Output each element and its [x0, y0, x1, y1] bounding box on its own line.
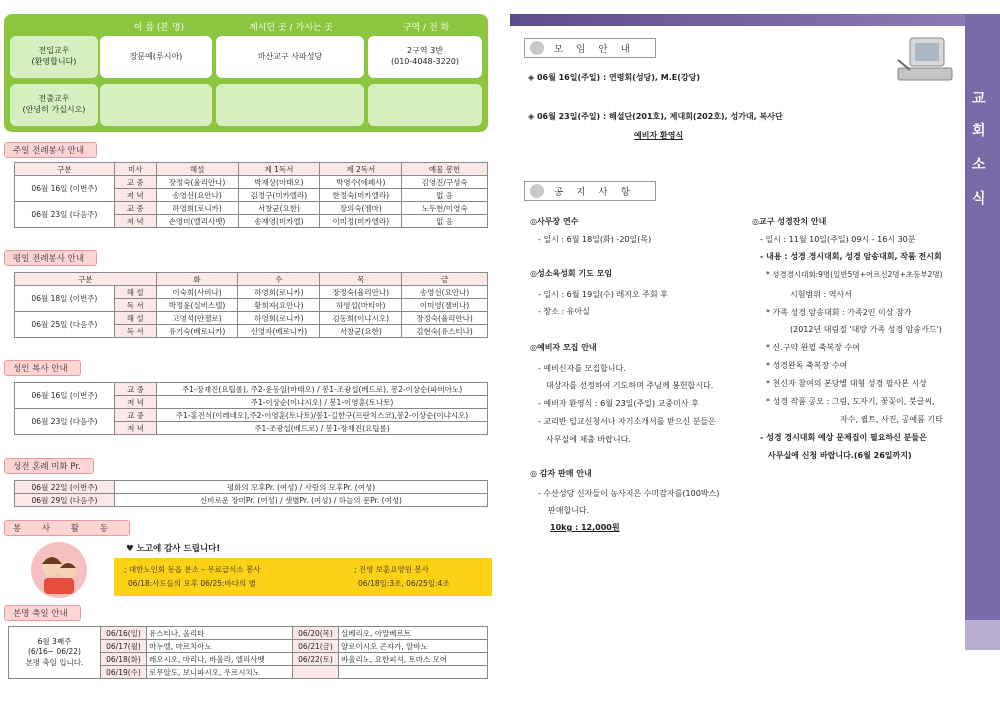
cell: 하영희(로니카) — [238, 286, 320, 299]
adult-altar-title: 성인 복사 안내 — [4, 360, 81, 376]
side-title-char: 식 — [972, 191, 986, 207]
notice-line: - 예비자 환영식 : 6월 23일(주일) 교중미사 후 — [538, 399, 699, 408]
side-strip-bottom — [965, 620, 1000, 650]
notice-line: - 예비신자를 모집합니다. — [538, 364, 626, 373]
table-row — [15, 286, 488, 299]
notice-line: - 일시 : 6월 18일(화) -20일(목) — [538, 235, 652, 244]
volunteer-title: 봉 사 활 동 — [4, 520, 130, 536]
feast-date: 06/21(금) — [293, 640, 339, 653]
transfer-out-label: 전출교우 (안녕히 가십시오) — [10, 84, 98, 126]
sunday-service-table — [14, 162, 488, 228]
mass-type: 저 녁 — [115, 422, 157, 435]
volunteer-thanks: ♥ 노고에 감사 드립니다! — [126, 544, 221, 554]
feast-names: 레오시오, 마리나, 바울라, 엘리사벳 — [147, 653, 293, 666]
notice-line: (2012년 대림절 '대랑 가족 성경 암송카드') — [790, 325, 942, 334]
feast-week-label: 6월 3째주 (6/16~ 06/22) 본명 축일 입니다. — [9, 627, 101, 679]
notice-line: 판매합니다. — [548, 506, 590, 515]
notice-heading-item: ◎예비자 모집 안내 — [530, 343, 597, 352]
cell: 장의숙(젬마) — [320, 202, 402, 215]
notice-line: - 일시 : 11월 10일(주일) 09시 - 16시 30분 — [760, 235, 916, 244]
cell: 이미정(미카엘라) — [320, 215, 402, 228]
mass-type: 저 녁 — [114, 189, 156, 202]
row-date: 06월 23일 (다음주) — [15, 409, 115, 435]
cell: 노두현/이영숙 — [402, 202, 488, 215]
notice-line: * 가족 성경 암송대회 : 가족2인 이상 참가 — [766, 308, 912, 317]
table-row — [9, 627, 488, 640]
table-row — [15, 312, 488, 325]
col-header: 금 — [402, 273, 488, 286]
cell: 하영희(로니카) — [156, 202, 238, 215]
notice-heading-item: ◎ 감자 판매 안내 — [530, 469, 592, 478]
mass-type: 교 중 — [115, 383, 157, 396]
feast-names: 마누엘, 마르치아노 — [147, 640, 293, 653]
row-date: 06월 25일 (다음주) — [15, 312, 115, 338]
cell: 주1-장재진(요팁롤), 주2-윤동일(마태오) / 봉1-조광섭(베드로), 봉2-이상순(파비아노) — [157, 383, 488, 396]
mass-type: 교 중 — [114, 176, 156, 189]
sunday-service-title: 주일 전례봉사 안내 — [4, 142, 97, 158]
header-name: 이 름 (본 명) — [133, 23, 185, 33]
volunteer-line: ; 대한노인회 동읍 분소 – 무료급식소 봉사 — [124, 565, 261, 574]
feast-date: 06/20(목) — [293, 627, 339, 640]
notice-heading — [524, 181, 656, 201]
cell: 유기숙(베로니카) — [156, 325, 238, 338]
feast-date: 06/22(토) — [293, 653, 339, 666]
notice-line: - 교리반 입교신청서나 자기소개서를 받으신 분들은 — [538, 417, 716, 426]
meeting-title: 모 임 안 내 — [554, 44, 635, 55]
transfer-in-label: 전입교우 (환영합니다) — [10, 36, 98, 78]
feast-table — [8, 626, 488, 679]
cell: 주1-홍진식(이레네오),주2-이영훈(토나토)/봉1-길한구(프란치스코),봉2-이상순(이냐시오) — [157, 409, 488, 422]
cell: 이미영(젤비나) — [402, 299, 488, 312]
feast-names: 바울리노, 요한피셔, 토마스 모어 — [339, 653, 488, 666]
col-header: 수 — [238, 273, 320, 286]
col-header: 구분 — [15, 163, 115, 176]
header-band — [510, 14, 965, 26]
left-page — [0, 0, 492, 705]
right-page — [510, 0, 1000, 705]
notice-line: * 성경 작품 공모 : 그림, 도자기, 꽃꽂이, 붓글씨, — [766, 397, 935, 406]
cell: 주1-조광섭(베드로) / 봉1-장재진(요팁롤) — [157, 422, 488, 435]
table-row — [15, 481, 488, 494]
col-header: 목 — [320, 273, 402, 286]
row-date: 06월 22일 (이번주) — [15, 481, 115, 494]
weekday-service-title: 평일 전례봉사 안내 — [4, 250, 97, 266]
notice-line: - 일시 : 6월 19일(수) 레지오 주회 후 — [538, 290, 668, 299]
meeting-item: ◈ 06월 16일(주일) : 연령회(성당), M.E(강당) — [528, 73, 700, 82]
feast-date: 06/16(일) — [101, 627, 147, 640]
side-title-char: 소 — [972, 157, 986, 173]
cell: 주1-이상순(이냐시오) / 봉1-이영훈(토나토) — [157, 396, 488, 409]
feast-date: 06/17(월) — [101, 640, 147, 653]
cell: 장정숙(율리안나) — [402, 312, 488, 325]
transfer-in-contact: 2구역 3반 (010-4048-3220) — [368, 36, 482, 78]
adult-altar-table — [14, 382, 488, 435]
notice-line: * 성경완독 축복장 수여 — [766, 361, 848, 370]
table-row — [15, 383, 488, 396]
weekday-service-table — [14, 272, 488, 338]
side-strip — [965, 14, 1000, 648]
volunteer-band — [4, 540, 488, 600]
row-date: 06월 16일 (이번주) — [15, 176, 115, 202]
col-header: 제 1독서 — [238, 163, 320, 176]
cell: 하영섭(마티아) — [320, 299, 402, 312]
notice-title: 공 지 사 항 — [554, 187, 635, 198]
feast-date: 06/18(화) — [101, 653, 147, 666]
mass-type: 교 중 — [114, 202, 156, 215]
cell: 박정윤(실비스텔) — [156, 299, 238, 312]
feast-names: 실베리오, 아말베르트 — [339, 627, 488, 640]
table-row — [15, 202, 488, 215]
notice-line: 시험범위 : 역사서 — [790, 290, 852, 299]
cell: 손영미(엘리사벳) — [156, 215, 238, 228]
feast-names: 로무알도, 보니파시오, 우르시치노 — [147, 666, 293, 679]
row-date: 06월 23일 (다음주) — [15, 202, 115, 228]
notice-heading-item: ◎사무장 연수 — [530, 217, 579, 226]
cell: 장정숙(율리안나) — [320, 286, 402, 299]
feast-title: 본명 축일 안내 — [4, 605, 81, 621]
col-header: 제 2독서 — [320, 163, 402, 176]
cell: 박재상(마태오) — [238, 176, 320, 189]
notice-heading-item: ◎성소육성회 기도 모임 — [530, 269, 613, 278]
cell: 황희자(요안나) — [238, 299, 320, 312]
notice-line: * 신.구약 완필 축복장 수여 — [766, 343, 860, 352]
feast-date — [293, 666, 339, 679]
notice-line: * 성경경시대회:9명(일반5명+어르신2명+초등부2명) — [766, 270, 943, 279]
cell: 서창균(요한) — [238, 202, 320, 215]
cell: 송영선(요안나) — [156, 189, 238, 202]
mass-type: 저 녁 — [114, 215, 156, 228]
role: 해 설 — [114, 312, 156, 325]
marriage-table — [14, 480, 488, 507]
cell: 하영희(로니카) — [238, 312, 320, 325]
computer-illustration — [890, 30, 960, 90]
cell: 박영수(에페사) — [320, 176, 402, 189]
cell: 없 음 — [402, 215, 488, 228]
role: 독 서 — [114, 299, 156, 312]
transfer-out-contact — [368, 84, 482, 126]
cell: 평화의 모후Pr. (여성) / 사랑의 모후Pr. (여성) — [115, 481, 488, 494]
volunteer-line: ; 진영 보훈요양원 봉사 — [354, 565, 429, 574]
feast-names: 유스티나, 올리타 — [147, 627, 293, 640]
notice-line: 사무실에 제출 바랍니다. — [546, 435, 631, 444]
cell: 이숙희(사비나) — [156, 286, 238, 299]
cell: 송재영(미카엘) — [238, 215, 320, 228]
cell: 김현숙(유스티나) — [402, 325, 488, 338]
meeting-item-sub: 예비자 환영식 — [634, 131, 684, 140]
col-header: 구분 — [15, 273, 157, 286]
cell: 김동희(이냐시오) — [320, 312, 402, 325]
cell: 장정숙(율리안나) — [156, 176, 238, 189]
notice-price: 10kg : 12,000원 — [550, 523, 620, 532]
table-row — [15, 494, 488, 507]
volunteer-line: 06/18일:3조, 06/25일:4조 — [358, 579, 450, 588]
volunteer-line: 06/18:사도들의 모후 06/25:바다의 별 — [128, 579, 256, 588]
notice-line: - 장소 : 유아실 — [538, 307, 590, 316]
cell: 김영진/구성숙 — [402, 176, 488, 189]
role: 독 서 — [114, 325, 156, 338]
col-header: 예물 봉헌 — [402, 163, 488, 176]
transfer-in-place: 마산교구 사파성당 — [216, 36, 364, 78]
notice-heading-item: ◎교구 성경잔치 안내 — [752, 217, 827, 226]
row-date: 06월 29일 (다음주) — [15, 494, 115, 507]
cell: 신영자(베로니카) — [238, 325, 320, 338]
meeting-heading — [524, 38, 656, 58]
notice-line: - 성경 경시대회 예상 문제집이 필요하신 분들은 — [760, 433, 927, 442]
side-title-char: 교 — [972, 91, 986, 107]
welcome-box — [4, 14, 488, 132]
transfer-out-place — [216, 84, 364, 126]
notice-line: 대상자를 선정하여 기도하며 주님께 봉헌합시다. — [546, 381, 714, 390]
notice-line: 자수, 퀼트, 사진, 공예품 기타 — [840, 415, 943, 424]
notice-line: - 내용 : 성경 경시대회, 성경 암송대회, 작품 전시회 — [760, 252, 942, 261]
cell: 신비로운 장미Pr. (여성) / 샛별Pr. (여성) / 하늘의 문Pr. (여성) — [115, 494, 488, 507]
side-title-char: 회 — [972, 123, 986, 139]
marriage-title: 성전 혼례 미화 Pr. — [4, 458, 94, 474]
row-date: 06월 16일 (이번주) — [15, 383, 115, 409]
col-header: 화 — [156, 273, 238, 286]
cell: 서창균(요한) — [320, 325, 402, 338]
header-place: 계시던 곳 / 가시는 곳 — [248, 23, 334, 33]
row-date: 06월 18일 (이번주) — [15, 286, 115, 312]
cell: 없 음 — [402, 189, 488, 202]
col-header: 해설 — [156, 163, 238, 176]
cell: 김정구(미카엘라) — [238, 189, 320, 202]
cell: 한정숙(미카엘라) — [320, 189, 402, 202]
notice-line: 사무실에 신청 바랍니다.(6월 26일까지) — [768, 451, 912, 460]
cell: 송영선(요안나) — [402, 286, 488, 299]
table-row — [15, 176, 488, 189]
feast-date: 06/19(수) — [101, 666, 147, 679]
cell: 고영석(안젤로) — [156, 312, 238, 325]
table-row — [15, 409, 488, 422]
notice-line: - 수산성당 신자들이 농사지은 수미감자를(100박스) — [538, 489, 720, 498]
transfer-in-name: 장문예(루시아) — [100, 36, 212, 78]
notice-line: * 천신자 참여의 본당별 대형 성경 필사본 시상 — [766, 379, 927, 388]
person-icon — [530, 184, 544, 198]
mass-type: 교 중 — [115, 409, 157, 422]
mass-type: 저 녁 — [115, 396, 157, 409]
person-icon — [530, 41, 544, 55]
feast-names — [339, 666, 488, 679]
col-header: 미사 — [114, 163, 156, 176]
header-contact: 구역 / 전 화 — [402, 23, 450, 33]
meeting-item: ◈ 06월 23일(주일) : 해설단(201호), 제대회(202호), 성가대, 복사단 — [528, 112, 783, 121]
feast-names: 알로이시오 곤자가, 알바노 — [339, 640, 488, 653]
role: 해 설 — [114, 286, 156, 299]
transfer-out-name — [100, 84, 212, 126]
volunteer-illustration — [24, 540, 94, 600]
